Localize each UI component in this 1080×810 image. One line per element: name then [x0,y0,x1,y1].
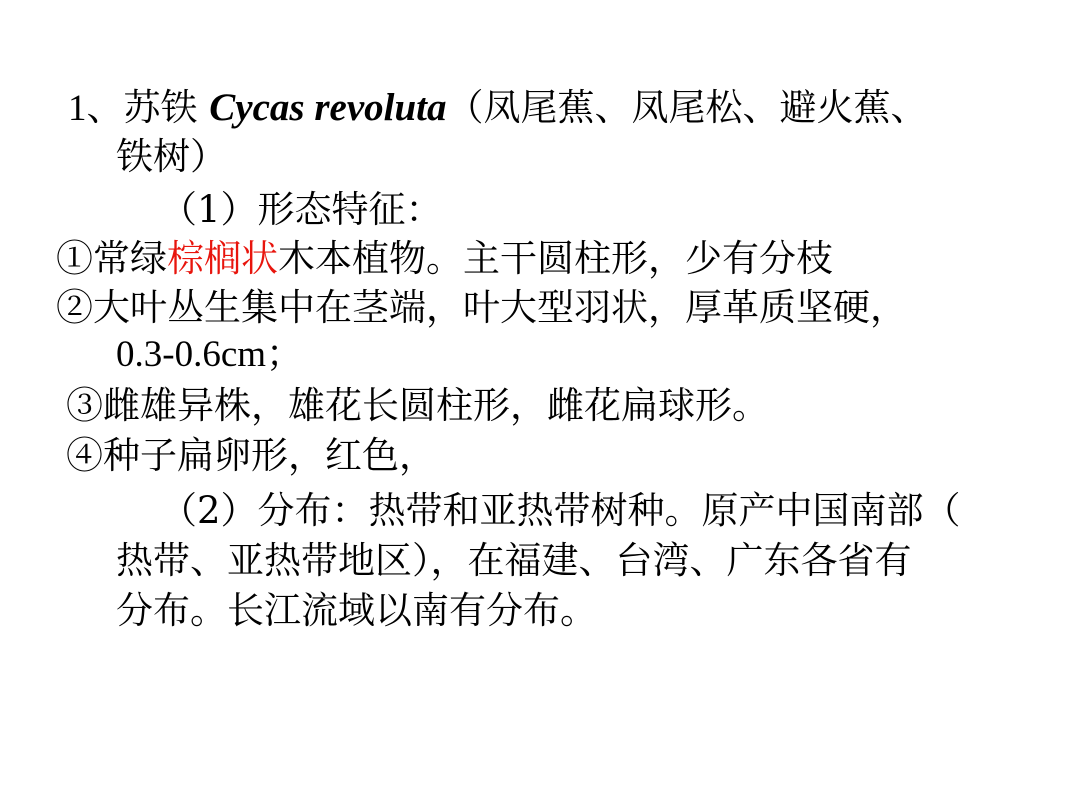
species-number: 1、苏铁 [68,88,198,129]
morphology-item-2-continued: 0.3-0.6cm； [116,334,304,375]
species-aliases-continued: 铁树） [116,135,227,178]
morphology-item-2: ②大叶丛生集中在茎端，叶大型羽状，厚革质坚硬， [56,286,907,329]
item-1-suffix: 木本植物。主干圆柱形，少有分枝 [278,237,833,280]
highlight-text: 棕榈状 [167,237,278,280]
scientific-name: Cycas revoluta [209,86,447,129]
morphology-item-4: ④种子扁卵形，红色， [66,434,436,477]
morphology-heading: （1）形态特征： [160,188,443,231]
distribution-line-3: 分布。长江流域以南有分布。 [116,589,597,632]
species-aliases: （凤尾蕉、凤尾松、避火蕉、 [446,86,928,129]
species-title-line [68,84,927,133]
distribution-line-2: 热带、亚热带地区），在福建、台湾、广东各省有 [116,539,912,582]
item-1-prefix: ①常绿 [56,237,167,280]
distribution-line-1: （2）分布：热带和亚热带树种。原产中国南部（ [160,489,961,532]
morphology-item-1 [56,235,833,283]
morphology-item-3: ③雌雄异株，雄花长圆柱形，雌花扁球形。 [66,384,769,427]
